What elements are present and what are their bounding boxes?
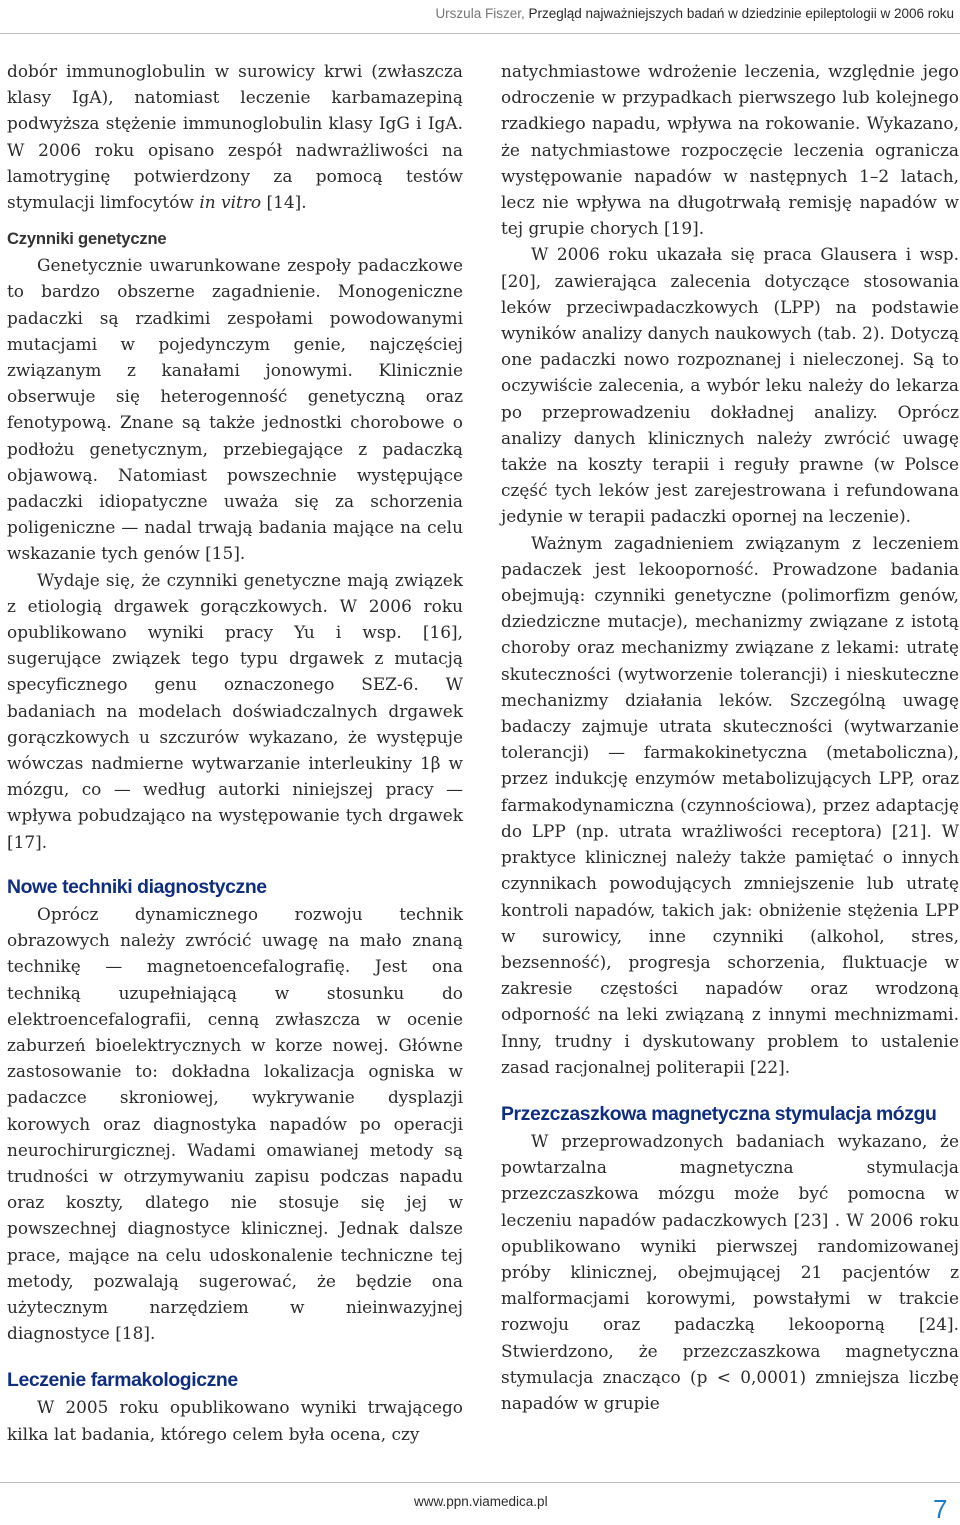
paragraph-magnetoencephalography: Oprócz dynamicznego rozwoju technik obrazowych należy zwrócić uwagę na mało znaną technikę — magnetoencefalografię. Jest ona techniką uzupełniającą w stosunku do elektroencefalografii, cenną zwłaszcza w ocenie zaburzeń bioelektrycznych w korze nowej. Główne zastosowanie to: dokładna lokalizacja ogniska w padaczce skroniowej, wykrywanie dysplazji korowych oraz diagnostyka napadów po operacji neurochirurgicznej. Wadami omawianej metody są trudności w otrzymywaniu zapisu podczas napadu oraz koszty, dlatego nie stosuje się jej w powszechnej diagnostyce klinicznej. Jednak dalsze prace, mające na celu udoskonalenie techniczne tej metody, pozwalają sugerować, że będzie ona użytecznym narzędziem w nieinwazyjnej diagnostyce [18]. — [7, 903, 463, 1344]
paragraph-genetic-syndromes: Genetycznie uwarunkowane zespoły padaczkowe to bardzo obszerne zagadnienie. Monogeniczne padaczki są rzadkimi zespołami powodowanymi mutacjami w pojedynczym genie, najczęściej związanym z kanałami jonowymi. Klinicznie obserwuje się heterogenność genetyczną oraz fenotypową. Znane są także jednostki chorobowe o podłożu genetycznym, przebiegające z padaczką objawową. Natomiast powszechnie występujące padaczki idiopatyczne uważa się za schorzenia poligeniczne — nadal trwają badania mające na celu wskazanie tych genów [15]. — [7, 255, 463, 564]
paragraph-immediate-treatment: natychmiastowe wdrożenie leczenia, względnie jego odroczenie w przypadkach pierwszego lub kolejnego rzadkiego napadu, wpływa na rokowanie. Wykazano, że natychmiastowe rozpoczęcie leczenia ogranicza występowanie napadów w następnych 1–2 latach, lecz nie wpływa na długotrwałą remisję napadów w tej grupie chorych [19]. — [501, 61, 959, 239]
subheading-genetic-factors: Czynniki genetyczne — [7, 229, 167, 249]
right-column — [501, 58, 959, 1416]
header-rule — [0, 33, 960, 34]
footer-rule — [0, 1482, 960, 1483]
paragraph-drug-resistance: Ważnym zagadnieniem związanym z leczeniem padaczek jest lekooporność. Prowadzone badania obejmują: czynniki genetyczne (polimorfizm genów, dziedziczne mutacje), mechanizmy związane z istotą choroby oraz mechanizmy związane z lekami: utratę skuteczności (wytworzenie tolerancji) i nieskuteczne mechanizmy działania leków. Szczególną uwagę badaczy zajmuje utrata skuteczności (wytwarzanie tolerancji) — farmakokinetyczna (metaboliczna), przez indukcję enzymów metabolizujących LPP, oraz farmakodynamiczna (czynnościowa), przez adaptację do LPP (np. utrata wrażliwości receptora) [21]. W praktyce klinicznej należy także pamiętać o innych czynnikach powodujących zmniejszenie lub utratę kontroli napadów, takich jak: obniżenie stężenia LPP w surowicy, inne czynniki (alkohol, stres, bezsenność), progresja schorzenia, fluktuacje w zakresie częstości napadów oraz wrodzoną odporność na leki związaną z innymi mechnizmami. Inny, trudny i dyskutowany problem to ustalenie zasad racjonalnej politerapii [22]. — [501, 532, 959, 1077]
paragraph-hypersensitivity — [7, 58, 463, 215]
paragraph-glauser-recommendations: W 2006 roku ukazała się praca Glausera i wsp. [20], zawierająca zalecenia dotyczące stosowania leków przeciwpadaczkowych (LPP) na podstawie wyników analizy danych naukowych (tab. 2). Dotyczą one padaczki nowo rozpoznanej i nieleczonej. Są to oczywiście zalecenia, a wybór leku należy do lekarza po przeprowadzeniu dokładnej analizy. Oprócz analizy danych klinicznych należy zwrócić uwagę także na koszty terapii i reguły prawne (w Polsce część tych leków jest zarejestrowana i refundowana jedynie w terapii padaczki opornej na leczenie). — [501, 244, 959, 527]
heading-new-diagnostic-techniques: Nowe techniki diagnostyczne — [7, 875, 267, 898]
page-number: 7 — [933, 1494, 948, 1524]
left-column — [7, 58, 463, 1447]
in-vitro-term: in vitro — [199, 192, 262, 213]
running-head-author: Urszula Fiszer, — [435, 6, 525, 21]
paragraph-febrile-seizures: Wydaje się, że czynniki genetyczne mają związek z etiologią drgawek gorączkowych. W 2006 roku opublikowano wyniki pracy Yu i wsp. [16], sugerujące związek tego typu drgawek z mutacją specyficznego genu oznaczonego SEZ-6. W badaniach na modelach doświadczalnych drgawek gorączkowych u szczurów wykazano, że występuje wówczas nadmierne wytwarzanie interleukiny 1β w mózgu, co — według autorki niniejszej pracy — wpływa pobudzająco na występowanie tych drgawek [17]. — [7, 569, 463, 852]
running-head — [435, 6, 954, 21]
heading-transcranial-magnetic-stimulation: Przezczaszkowa magnetyczna stymulacja mózgu — [501, 1102, 937, 1125]
running-head-title: Przegląd najważniejszych badań w dziedzinie epileptologii w 2006 roku — [528, 6, 954, 21]
paragraph-pharmacology-intro: W 2005 roku opublikowano wyniki trwającego kilka lat badania, którego celem była ocena, czy — [7, 1397, 463, 1444]
footer-url: www.ppn.viamedica.pl — [414, 1494, 548, 1509]
paragraph-tms-results: W przeprowadzonych badaniach wykazano, że powtarzalna magnetyczna stymulacja przezczaszkowa mózgu może być pomocna w leczeniu napadów padaczkowych [23] . W 2006 roku opublikowano wyniki pierwszej randomizowanej próby klinicznej, obejmującej 21 pacjentów z malformacjami korowymi, powstałymi w trakcie rozwoju oraz padaczką lekooporną [24]. Stwierdzono, że przezczaszkowa magnetyczna stymulacja znacząco (p < 0,0001) zmniejsza liczbę napadów w grupie — [501, 1130, 959, 1413]
paragraph-hypersensitivity-text: dobór immunoglobulin w surowicy krwi (zwłaszcza klasy IgA), natomiast leczenie karbamazepiną podwyższa stężenie immunoglobulin klasy IgG i IgA. W 2006 roku opisano zespół nadwrażliwości na lamotryginę potwierdzony za pomocą testów stymulacji limfocytów — [7, 61, 463, 213]
heading-pharmacological-treatment: Leczenie farmakologiczne — [7, 1369, 238, 1392]
paragraph-hypersensitivity-ref: [14]. — [261, 192, 307, 213]
